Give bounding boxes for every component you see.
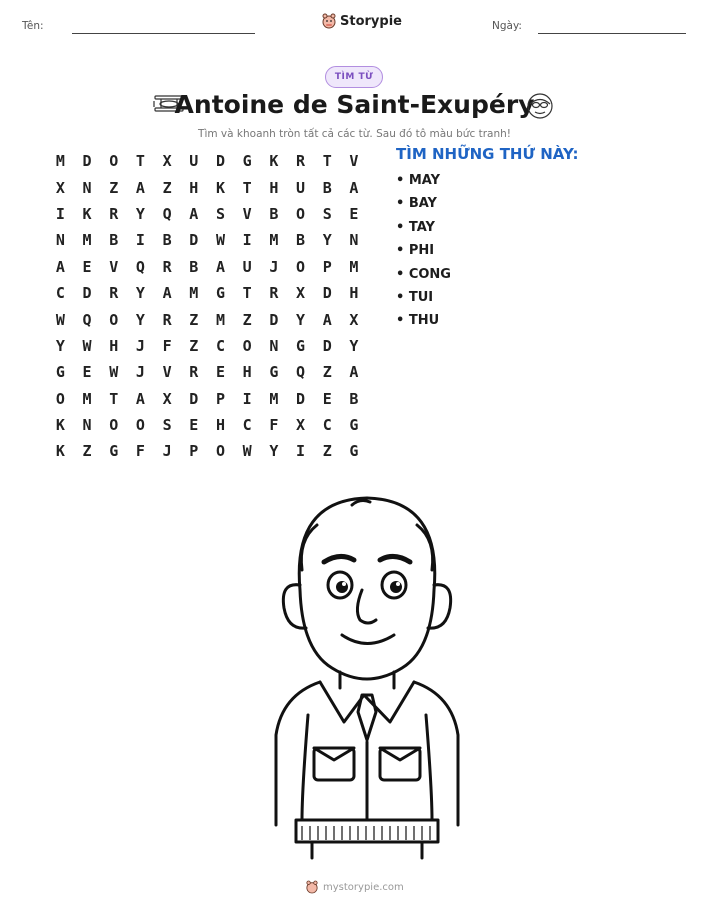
pilot-coloring-illustration <box>262 490 472 860</box>
grid-cell[interactable]: J <box>135 363 145 382</box>
grid-cell[interactable]: G <box>349 442 359 461</box>
grid-cell[interactable]: Y <box>135 284 145 303</box>
grid-cell[interactable]: S <box>322 204 332 223</box>
grid-cell[interactable]: U <box>189 152 199 171</box>
grid-cell[interactable]: T <box>242 178 252 197</box>
grid-cell[interactable]: D <box>189 389 199 408</box>
grid-cell[interactable]: D <box>296 389 306 408</box>
storypie-mascot-icon <box>306 880 318 894</box>
grid-cell[interactable]: A <box>162 284 172 303</box>
grid-cell[interactable]: Q <box>296 363 306 382</box>
grid-cell[interactable]: Q <box>82 310 92 329</box>
grid-cell[interactable]: C <box>322 416 332 435</box>
grid-cell[interactable]: H <box>269 178 279 197</box>
grid-cell[interactable]: O <box>242 336 252 355</box>
grid-cell[interactable]: I <box>242 231 252 250</box>
footer <box>306 880 404 894</box>
grid-cell[interactable]: E <box>215 363 225 382</box>
grid-cell[interactable]: O <box>296 204 306 223</box>
grid-cell[interactable]: C <box>242 416 252 435</box>
grid-cell[interactable]: Y <box>269 442 279 461</box>
grid-cell[interactable]: A <box>189 204 199 223</box>
grid-cell[interactable]: Y <box>135 310 145 329</box>
grid-cell[interactable]: T <box>109 389 119 408</box>
grid-cell[interactable]: M <box>349 257 359 276</box>
page-title: Antoine de Saint-Exupéry <box>174 90 535 119</box>
grid-cell[interactable]: Z <box>189 310 199 329</box>
grid-cell[interactable]: D <box>215 152 225 171</box>
grid-cell[interactable]: Q <box>162 204 172 223</box>
grid-cell[interactable]: H <box>215 416 225 435</box>
grid-cell[interactable]: M <box>55 152 65 171</box>
grid-cell[interactable]: K <box>55 416 65 435</box>
name-field[interactable] <box>72 33 255 34</box>
grid-cell[interactable]: G <box>109 442 119 461</box>
grid-cell[interactable]: W <box>82 336 92 355</box>
grid-cell[interactable]: X <box>55 178 65 197</box>
grid-cell[interactable]: E <box>189 416 199 435</box>
grid-cell[interactable]: F <box>269 416 279 435</box>
grid-cell[interactable]: Z <box>322 442 332 461</box>
grid-cell[interactable]: A <box>215 257 225 276</box>
grid-cell[interactable]: H <box>109 336 119 355</box>
grid-cell[interactable]: M <box>269 231 279 250</box>
grid-cell[interactable]: N <box>269 336 279 355</box>
grid-cell[interactable]: D <box>189 231 199 250</box>
grid-cell[interactable]: G <box>55 363 65 382</box>
grid-cell[interactable]: M <box>215 310 225 329</box>
grid-cell[interactable]: E <box>82 257 92 276</box>
grid-cell[interactable]: R <box>162 257 172 276</box>
grid-cell[interactable]: V <box>109 257 119 276</box>
grid-cell[interactable]: W <box>109 363 119 382</box>
grid-cell[interactable]: R <box>189 363 199 382</box>
grid-cell[interactable]: N <box>82 178 92 197</box>
grid-cell[interactable]: P <box>189 442 199 461</box>
grid-cell[interactable]: J <box>162 442 172 461</box>
grid-cell[interactable]: A <box>349 363 359 382</box>
grid-cell[interactable]: N <box>349 231 359 250</box>
grid-cell[interactable]: W <box>242 442 252 461</box>
grid-cell[interactable]: O <box>135 416 145 435</box>
grid-cell[interactable]: Z <box>322 363 332 382</box>
grid-cell[interactable]: Z <box>162 178 172 197</box>
grid-cell[interactable]: T <box>242 284 252 303</box>
grid-cell[interactable]: M <box>82 389 92 408</box>
grid-cell[interactable]: E <box>322 389 332 408</box>
grid-cell[interactable]: B <box>269 204 279 223</box>
grid-cell[interactable]: I <box>55 204 65 223</box>
word-item: • TUI <box>396 289 434 305</box>
grid-cell[interactable]: N <box>82 416 92 435</box>
grid-cell[interactable]: J <box>269 257 279 276</box>
grid-cell[interactable]: B <box>296 231 306 250</box>
word-item: • CONG <box>396 266 451 282</box>
grid-cell[interactable]: T <box>135 152 145 171</box>
word-item: • TAY <box>396 219 435 235</box>
grid-cell[interactable]: W <box>55 310 65 329</box>
grid-cell[interactable]: T <box>322 152 332 171</box>
grid-cell[interactable]: O <box>55 389 65 408</box>
grid-cell[interactable]: P <box>215 389 225 408</box>
grid-cell[interactable]: K <box>269 152 279 171</box>
grid-cell[interactable]: C <box>55 284 65 303</box>
grid-cell[interactable]: W <box>215 231 225 250</box>
grid-cell[interactable]: G <box>349 416 359 435</box>
grid-cell[interactable]: A <box>135 389 145 408</box>
grid-cell[interactable]: V <box>242 204 252 223</box>
grid-cell[interactable]: M <box>189 284 199 303</box>
date-label: Ngày: <box>492 20 522 32</box>
instructions: Tìm và khoanh tròn tất cả các từ. Sau đó tô màu bức tranh! <box>198 128 511 140</box>
date-field[interactable] <box>538 33 686 34</box>
word-item: • THU <box>396 313 440 329</box>
grid-cell[interactable]: O <box>296 257 306 276</box>
grid-cell[interactable]: I <box>296 442 306 461</box>
grid-cell[interactable]: F <box>162 336 172 355</box>
grid-cell[interactable]: O <box>109 310 119 329</box>
grid-cell[interactable]: D <box>82 284 92 303</box>
grid-cell[interactable]: K <box>55 442 65 461</box>
grid-cell[interactable]: M <box>269 389 279 408</box>
grid-cell[interactable]: X <box>349 310 359 329</box>
grid-cell[interactable]: D <box>322 336 332 355</box>
grid-cell[interactable]: D <box>82 152 92 171</box>
word-item: • MAY <box>396 173 441 188</box>
grid-cell[interactable]: F <box>135 442 145 461</box>
name-label: Tên: <box>22 20 44 32</box>
grid-cell[interactable]: O <box>215 442 225 461</box>
storypie-logo <box>322 13 402 29</box>
grid-cell[interactable]: R <box>269 284 279 303</box>
grid-cell[interactable]: U <box>242 257 252 276</box>
grid-cell[interactable]: X <box>162 389 172 408</box>
grid-cell[interactable]: U <box>296 178 306 197</box>
grid-cell[interactable]: V <box>162 363 172 382</box>
grid-cell[interactable]: E <box>349 204 359 223</box>
grid-cell[interactable]: R <box>109 204 119 223</box>
grid-cell[interactable]: G <box>215 284 225 303</box>
grid-cell[interactable]: R <box>162 310 172 329</box>
grid-cell[interactable]: I <box>135 231 145 250</box>
grid-cell[interactable]: G <box>296 336 306 355</box>
grid-cell[interactable]: B <box>322 178 332 197</box>
grid-cell[interactable]: P <box>322 257 332 276</box>
footer-url[interactable]: mystorypie.com <box>323 881 404 893</box>
grid-cell[interactable]: Y <box>296 310 306 329</box>
grid-cell[interactable]: Z <box>109 178 119 197</box>
grid-cell[interactable]: Z <box>189 336 199 355</box>
grid-cell[interactable]: A <box>135 178 145 197</box>
grid-cell[interactable]: H <box>189 178 199 197</box>
grid-cell[interactable]: Y <box>322 231 332 250</box>
grid-cell[interactable]: D <box>269 310 279 329</box>
grid-cell[interactable]: Y <box>135 204 145 223</box>
grid-cell[interactable]: O <box>109 416 119 435</box>
grid-cell[interactable]: J <box>135 336 145 355</box>
grid-cell[interactable]: E <box>82 363 92 382</box>
grid-cell[interactable]: Y <box>349 336 359 355</box>
grid-cell[interactable]: B <box>189 257 199 276</box>
grid-cell[interactable]: A <box>349 178 359 197</box>
grid-cell[interactable]: B <box>349 389 359 408</box>
grid-cell[interactable]: R <box>296 152 306 171</box>
grid-cell[interactable]: V <box>349 152 359 171</box>
grid-cell[interactable]: D <box>322 284 332 303</box>
word-list <box>396 172 451 336</box>
word-item: • PHI <box>396 243 435 259</box>
word-list-title: TÌM NHỮNG THỨ NÀY: <box>396 145 579 163</box>
grid-cell[interactable]: C <box>215 336 225 355</box>
grid-cell[interactable]: Z <box>242 310 252 329</box>
grid-cell[interactable]: B <box>109 231 119 250</box>
grid-cell[interactable]: S <box>162 416 172 435</box>
grid-cell[interactable]: M <box>82 231 92 250</box>
grid-cell[interactable]: R <box>109 284 119 303</box>
grid-cell[interactable]: X <box>296 284 306 303</box>
grid-cell[interactable]: A <box>322 310 332 329</box>
activity-badge: TÌM TỪ <box>325 66 383 88</box>
word-search-grid[interactable] <box>47 148 367 465</box>
grid-cell[interactable]: Y <box>55 336 65 355</box>
brand-name: Storypie <box>340 13 402 29</box>
storypie-mascot-icon <box>322 13 336 29</box>
grid-cell[interactable]: X <box>296 416 306 435</box>
grid-cell[interactable]: K <box>215 178 225 197</box>
grid-cell[interactable]: Q <box>135 257 145 276</box>
grid-cell[interactable]: A <box>55 257 65 276</box>
grid-cell[interactable]: H <box>349 284 359 303</box>
grid-cell[interactable]: N <box>55 231 65 250</box>
grid-cell[interactable]: G <box>242 152 252 171</box>
grid-cell[interactable]: H <box>242 363 252 382</box>
grid-cell[interactable]: S <box>215 204 225 223</box>
pilot-helmet-icon <box>525 91 555 121</box>
grid-cell[interactable]: O <box>109 152 119 171</box>
grid-cell[interactable]: I <box>242 389 252 408</box>
grid-cell[interactable]: G <box>269 363 279 382</box>
grid-cell[interactable]: X <box>162 152 172 171</box>
grid-cell[interactable]: Z <box>82 442 92 461</box>
grid-cell[interactable]: K <box>82 204 92 223</box>
word-item: • BAY <box>396 196 437 212</box>
grid-cell[interactable]: B <box>162 231 172 250</box>
